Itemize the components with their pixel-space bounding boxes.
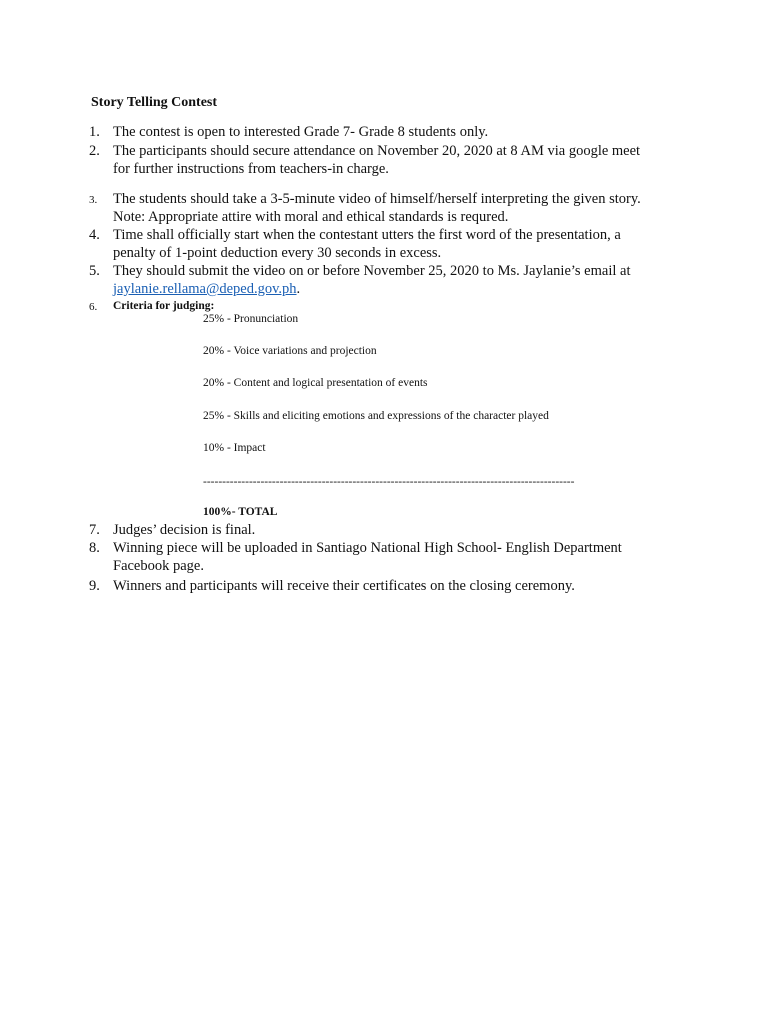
list-text (113, 226, 673, 262)
list-text (113, 539, 673, 575)
text-line: The students should take a 3-5-minute video of himself/herself interpreting the given story. (113, 191, 641, 207)
list-text (113, 297, 673, 315)
criteria-item: 10% - Impact (203, 442, 266, 454)
criteria-item: 20% - Content and logical presentation of events (203, 377, 428, 389)
list-number: 6. (89, 301, 98, 313)
text-line: Judges’ decision is final. (113, 522, 256, 538)
list-text (113, 123, 673, 141)
list-number: 8. (89, 540, 100, 556)
list-number: 4. (89, 227, 100, 243)
link-suffix: . (296, 281, 301, 297)
criteria-total: 100%- TOTAL (203, 506, 278, 518)
criteria-item: 25% - Pronunciation (203, 313, 299, 325)
criteria-heading: Criteria for judging: (113, 300, 215, 312)
text-line (113, 280, 673, 298)
list-text (113, 521, 673, 539)
list-text (113, 577, 673, 595)
criteria-item: 25% - Skills and eliciting emotions and expressions of the character played (203, 410, 549, 422)
email-link[interactable]: jaylanie.rellama@deped.gov.ph (113, 281, 297, 297)
text-line: Winning piece will be uploaded in Santiago National High School- English Department (113, 540, 622, 556)
list-number: 1. (89, 124, 100, 140)
text-line: for further instructions from teachers-in charge. (113, 161, 389, 177)
list-number: 9. (89, 578, 100, 594)
text-line: Winners and participants will receive their certificates on the closing ceremony. (113, 578, 575, 594)
list-number: 5. (89, 263, 100, 279)
text-line: Facebook page. (113, 558, 204, 574)
list-text (113, 142, 673, 178)
criteria-item: 20% - Voice variations and projection (203, 345, 377, 357)
list-text (113, 190, 673, 226)
text-line: The contest is open to interested Grade 7- Grade 8 students only. (113, 124, 489, 140)
list-number: 7. (89, 522, 100, 538)
document-title: Story Telling Contest (91, 95, 218, 110)
text-line: Note: Appropriate attire with moral and ethical standards is requred. (113, 209, 509, 225)
list-text (113, 262, 673, 298)
list-number: 3. (89, 194, 98, 206)
list-number: 2. (89, 143, 100, 159)
text-line: Time shall officially start when the contestant utters the first word of the presentation, a (113, 227, 621, 243)
text-line: The participants should secure attendance on November 20, 2020 at 8 AM via google meet (113, 143, 641, 159)
text-line: They should submit the video on or before November 25, 2020 to Ms. Jaylanie’s email at (113, 263, 631, 279)
criteria-divider: ------------------------------------------------------------------------------------------------- (203, 476, 575, 488)
text-line: penalty of 1-point deduction every 30 seconds in excess. (113, 245, 442, 261)
